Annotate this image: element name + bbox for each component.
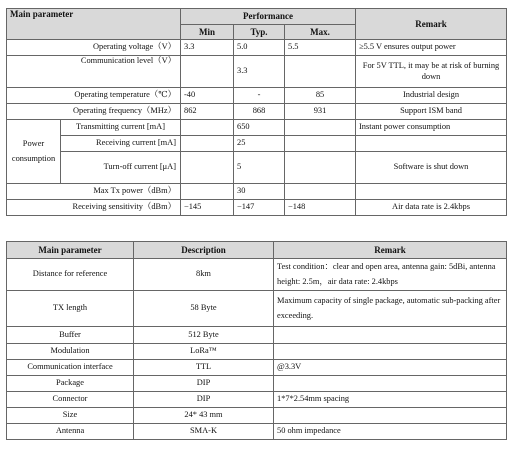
remark-value: Air data rate is 2.4kbps [356,200,507,216]
remark-value: Maximum capacity of single package, automatic sub-packing after exceeding. [274,291,507,327]
min-value: 862 [181,104,234,120]
typ-value: 3.3 [234,56,285,88]
table-row [7,88,507,104]
header-remark: Remark [356,9,507,40]
param-label: Turn-off current [μA] [61,152,181,184]
table-row [7,152,507,184]
typ-value: 868 [234,104,285,120]
remark-value: For 5V TTL, it may be at risk of burning down [356,56,507,88]
min-value: −145 [181,200,234,216]
typ-value: −147 [234,200,285,216]
param-label: Max Tx power（dBm） [7,184,181,200]
table-row [7,136,507,152]
param-label: Modulation [7,344,134,360]
min-value [181,184,234,200]
param-label: Operating voltage（V） [7,40,181,56]
typ-value: 5.0 [234,40,285,56]
param-label: Receiving sensitivity（dBm） [7,200,181,216]
remark-value: Software is shut down [356,152,507,184]
table-row [7,376,507,392]
min-value [181,120,234,136]
max-value [285,152,356,184]
typ-value: - [234,88,285,104]
remark-value: 50 ohm impedance [274,424,507,440]
typ-value: 25 [234,136,285,152]
max-value [285,184,356,200]
param-label: Package [7,376,134,392]
description-value: 512 Byte [134,327,274,344]
param-label: Antenna [7,424,134,440]
table-row [7,120,507,136]
header-typ: Typ. [234,25,285,40]
description-value: DIP [134,376,274,392]
header-max: Max. [285,25,356,40]
param-label: Operating frequency（MHz） [7,104,181,120]
param-label: Communication level（V） [7,56,181,88]
description-value: SMA-K [134,424,274,440]
remark-value: Test condition：clear and open area, antenna gain: 5dBi, antenna height: 2.5m，air data rate: 2.4kbps [274,259,507,291]
remark-value [274,327,507,344]
remark-value: Support ISM band [356,104,507,120]
max-value [285,120,356,136]
table-row [7,408,507,424]
table-row [7,392,507,408]
power-consumption-label: Power consumption [7,120,61,184]
header-performance: Performance [181,9,356,25]
param-label: Connector [7,392,134,408]
header-description: Description [134,242,274,259]
remark-value: ≥5.5 V ensures output power [356,40,507,56]
param-label: Operating temperature（℃） [7,88,181,104]
min-value [181,56,234,88]
remark-value: Industrial design [356,88,507,104]
min-value: -40 [181,88,234,104]
table-row [7,56,507,88]
remark-value [274,344,507,360]
param-label: Size [7,408,134,424]
table-row [7,200,507,216]
param-label: Communication interface [7,360,134,376]
table-row [7,184,507,200]
header-remark: Remark [274,242,507,259]
typ-value: 650 [234,120,285,136]
remark-value: Instant power consumption [356,120,507,136]
table-row [7,259,507,291]
remark-value: @3.3V [274,360,507,376]
max-value [285,56,356,88]
remark-value [274,376,507,392]
description-value: DIP [134,392,274,408]
param-label: Transmitting current [mA] [61,120,181,136]
performance-table [6,8,507,216]
header-min: Min [181,25,234,40]
typ-value: 30 [234,184,285,200]
max-value [285,136,356,152]
description-value: 24* 43 mm [134,408,274,424]
description-table [6,241,507,440]
max-value: 5.5 [285,40,356,56]
min-value [181,152,234,184]
header-main-parameter: Main parameter [7,9,181,40]
description-value: 8km [134,259,274,291]
max-value: 931 [285,104,356,120]
description-value: TTL [134,360,274,376]
max-value: 85 [285,88,356,104]
remark-value [356,184,507,200]
table-row [7,327,507,344]
remark-value [356,136,507,152]
min-value [181,136,234,152]
param-label: Receiving current [mA] [61,136,181,152]
table-row [7,344,507,360]
description-value: 58 Byte [134,291,274,327]
remark-value: 1*7*2.54mm spacing [274,392,507,408]
description-value: LoRa™ [134,344,274,360]
param-label: Distance for reference [7,259,134,291]
table-row [7,291,507,327]
table-row [7,40,507,56]
table-row [7,104,507,120]
table-row [7,424,507,440]
max-value: −148 [285,200,356,216]
table-row [7,360,507,376]
param-label: TX length [7,291,134,327]
min-value: 3.3 [181,40,234,56]
remark-value [274,408,507,424]
header-main-parameter: Main parameter [7,242,134,259]
typ-value: 5 [234,152,285,184]
param-label: Buffer [7,327,134,344]
